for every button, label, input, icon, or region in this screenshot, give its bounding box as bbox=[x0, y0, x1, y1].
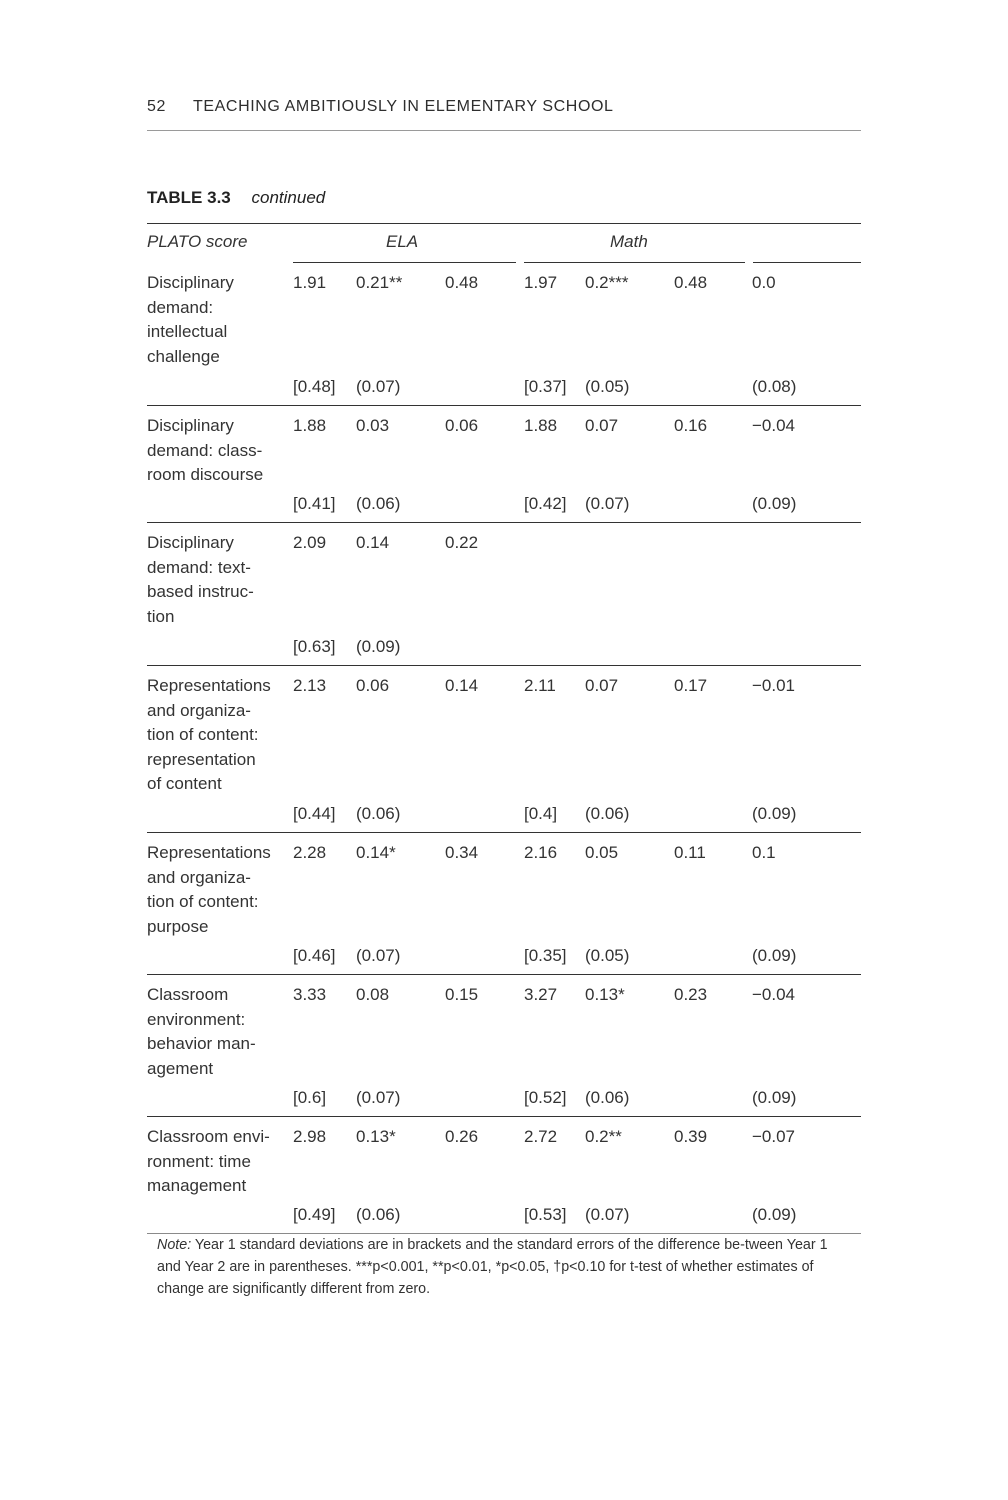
row-header: PLATO score bbox=[147, 232, 248, 251]
row-label bbox=[147, 841, 289, 939]
value-cell: 0.21** bbox=[356, 273, 403, 292]
value-cell: −0.01 bbox=[752, 676, 796, 695]
value-cell: 0.05 bbox=[585, 843, 619, 862]
row-label bbox=[147, 983, 289, 1081]
sd-se-cell: [0.44] bbox=[293, 804, 336, 823]
row-label-line: tion of content: bbox=[147, 725, 259, 745]
value-cell: 2.98 bbox=[293, 1127, 327, 1146]
value-cell: 3.33 bbox=[293, 985, 327, 1004]
value-cell: 3.27 bbox=[524, 985, 558, 1004]
row-label-line: Classroom envi- bbox=[147, 1127, 270, 1146]
row-label bbox=[147, 531, 289, 629]
row-label-line: purpose bbox=[147, 916, 209, 936]
value-cell: 0.07 bbox=[585, 676, 619, 695]
data-table bbox=[147, 263, 861, 1234]
value-cell: −0.04 bbox=[752, 985, 796, 1004]
sd-se-cell: (0.07) bbox=[585, 1205, 630, 1224]
sd-se-cell: [0.35] bbox=[524, 946, 567, 965]
value-cell: 0.13* bbox=[585, 985, 625, 1004]
table-row bbox=[147, 523, 861, 666]
sd-se-cell: (0.09) bbox=[752, 946, 797, 965]
group-header-math: Math bbox=[610, 232, 648, 251]
value-cell: 0.48 bbox=[445, 273, 479, 292]
value-cell: 2.16 bbox=[524, 843, 558, 862]
sd-se-cell: (0.09) bbox=[356, 637, 401, 656]
row-label-line: ronment: time bbox=[147, 1151, 251, 1171]
table-row bbox=[147, 263, 861, 406]
value-cell: 0.07 bbox=[585, 416, 619, 435]
row-label-line: Representations bbox=[147, 676, 271, 695]
value-cell: 0.0 bbox=[752, 273, 776, 292]
row-label-line: demand: bbox=[147, 297, 214, 317]
table-row bbox=[147, 1117, 861, 1234]
sd-se-cell: (0.06) bbox=[356, 804, 401, 823]
table-row bbox=[147, 833, 861, 975]
value-cell: 0.15 bbox=[445, 985, 479, 1004]
sd-se-cell: (0.07) bbox=[585, 494, 630, 513]
row-label-line: and organiza- bbox=[147, 700, 251, 720]
sd-se-cell: (0.09) bbox=[752, 804, 797, 823]
sd-se-cell: (0.07) bbox=[356, 946, 401, 965]
value-cell: 0.14 bbox=[445, 676, 479, 695]
value-cell: 2.28 bbox=[293, 843, 327, 862]
sd-se-cell: [0.52] bbox=[524, 1088, 567, 1107]
value-cell: 0.03 bbox=[356, 416, 390, 435]
row-label-line: Classroom bbox=[147, 985, 229, 1004]
sd-se-cell: [0.6] bbox=[293, 1088, 327, 1107]
group-header-ela: ELA bbox=[386, 232, 419, 251]
value-cell: 2.13 bbox=[293, 676, 327, 695]
sd-se-cell: (0.08) bbox=[752, 377, 797, 396]
row-label-line: Representations bbox=[147, 843, 271, 862]
value-cell: 1.88 bbox=[293, 416, 327, 435]
value-cell: −0.04 bbox=[752, 416, 796, 435]
sd-se-cell: [0.42] bbox=[524, 494, 567, 513]
note-label: Note: bbox=[157, 1237, 192, 1253]
table-row bbox=[147, 975, 861, 1117]
table-label: TABLE 3.3 bbox=[147, 188, 231, 207]
running-title: TEACHING AMBITIOUSLY IN ELEMENTARY SCHOOL bbox=[193, 98, 614, 115]
sd-se-cell: (0.06) bbox=[585, 1088, 630, 1107]
value-cell: 0.17 bbox=[674, 676, 708, 695]
row-label-line: Disciplinary bbox=[147, 416, 234, 435]
row-label-line: management bbox=[147, 1176, 247, 1196]
value-cell: 0.39 bbox=[674, 1127, 708, 1146]
table-row bbox=[147, 666, 861, 833]
sd-se-cell: [0.41] bbox=[293, 494, 336, 513]
row-label-line: Disciplinary bbox=[147, 273, 234, 292]
value-cell: 0.23 bbox=[674, 985, 708, 1004]
value-cell: 2.09 bbox=[293, 533, 327, 552]
value-cell: 0.1 bbox=[752, 843, 776, 862]
row-label-line: room discourse bbox=[147, 465, 264, 485]
row-label bbox=[147, 674, 289, 797]
row-label-line: tion bbox=[147, 606, 175, 626]
table-continued: continued bbox=[251, 188, 326, 207]
row-label-line: based instruc- bbox=[147, 582, 254, 602]
sd-se-cell: [0.37] bbox=[524, 377, 567, 396]
note-text: Year 1 standard deviations are in brackets and the standard errors of the difference be-tween Year 1 and Year 2 are in parentheses. ***p<0.001, **p<0.01, *p<0.05, †p<0.10 for t-test of whether estimates of change are significantly different from zero. bbox=[157, 1237, 828, 1297]
value-cell: 0.08 bbox=[356, 985, 390, 1004]
sd-se-cell: [0.46] bbox=[293, 946, 336, 965]
value-cell: 0.14 bbox=[356, 533, 390, 552]
table-top-rule bbox=[147, 223, 861, 224]
value-cell: 0.14* bbox=[356, 843, 396, 862]
sd-se-cell: (0.06) bbox=[585, 804, 630, 823]
value-cell: 0.16 bbox=[674, 416, 708, 435]
row-label-line: demand: text- bbox=[147, 557, 251, 577]
value-cell: 1.88 bbox=[524, 416, 558, 435]
page-number: 52 bbox=[147, 98, 166, 115]
value-cell: 0.2** bbox=[585, 1127, 622, 1146]
row-label-line: environment: bbox=[147, 1009, 246, 1029]
row-label-line: behavior man- bbox=[147, 1034, 256, 1054]
value-cell: 0.2*** bbox=[585, 273, 629, 292]
sd-se-cell: [0.4] bbox=[524, 804, 558, 823]
value-cell: 1.91 bbox=[293, 273, 327, 292]
value-cell: 0.13* bbox=[356, 1127, 396, 1146]
row-label-line: and organiza- bbox=[147, 867, 251, 887]
row-label bbox=[147, 1125, 289, 1199]
sd-se-cell: (0.06) bbox=[356, 494, 401, 513]
row-label-line: Disciplinary bbox=[147, 533, 234, 552]
value-cell: 2.11 bbox=[524, 676, 556, 695]
sd-se-cell: [0.53] bbox=[524, 1205, 567, 1224]
row-label-line: challenge bbox=[147, 346, 220, 366]
row-label bbox=[147, 271, 289, 369]
row-label bbox=[147, 414, 289, 488]
row-label-line: agement bbox=[147, 1058, 214, 1078]
sd-se-cell: (0.09) bbox=[752, 494, 797, 513]
value-cell: 2.72 bbox=[524, 1127, 558, 1146]
value-cell: 1.97 bbox=[524, 273, 558, 292]
value-cell: 0.48 bbox=[674, 273, 708, 292]
sd-se-cell: (0.06) bbox=[356, 1205, 401, 1224]
sd-se-cell: [0.48] bbox=[293, 377, 336, 396]
sd-se-cell: (0.09) bbox=[752, 1088, 797, 1107]
sd-se-cell: (0.09) bbox=[752, 1205, 797, 1224]
row-label-line: demand: class- bbox=[147, 440, 263, 460]
sd-se-cell: (0.05) bbox=[585, 946, 630, 965]
table-note bbox=[157, 1234, 847, 1300]
page-header bbox=[147, 98, 861, 131]
sd-se-cell: (0.07) bbox=[356, 1088, 401, 1107]
table-caption bbox=[147, 188, 325, 208]
row-label-line: intellectual bbox=[147, 322, 228, 342]
row-label-line: representation bbox=[147, 749, 256, 769]
value-cell: 0.34 bbox=[445, 843, 479, 862]
value-cell: −0.07 bbox=[752, 1127, 796, 1146]
sd-se-cell: [0.49] bbox=[293, 1205, 336, 1224]
value-cell: 0.11 bbox=[674, 843, 706, 862]
table-row bbox=[147, 406, 861, 523]
value-cell: 0.06 bbox=[445, 416, 479, 435]
value-cell: 0.06 bbox=[356, 676, 390, 695]
sd-se-cell: (0.05) bbox=[585, 377, 630, 396]
row-label-line: of content bbox=[147, 774, 222, 794]
sd-se-cell: (0.07) bbox=[356, 377, 401, 396]
sd-se-cell: [0.63] bbox=[293, 637, 336, 656]
value-cell: 0.26 bbox=[445, 1127, 479, 1146]
value-cell: 0.22 bbox=[445, 533, 479, 552]
row-label-line: tion of content: bbox=[147, 892, 259, 912]
